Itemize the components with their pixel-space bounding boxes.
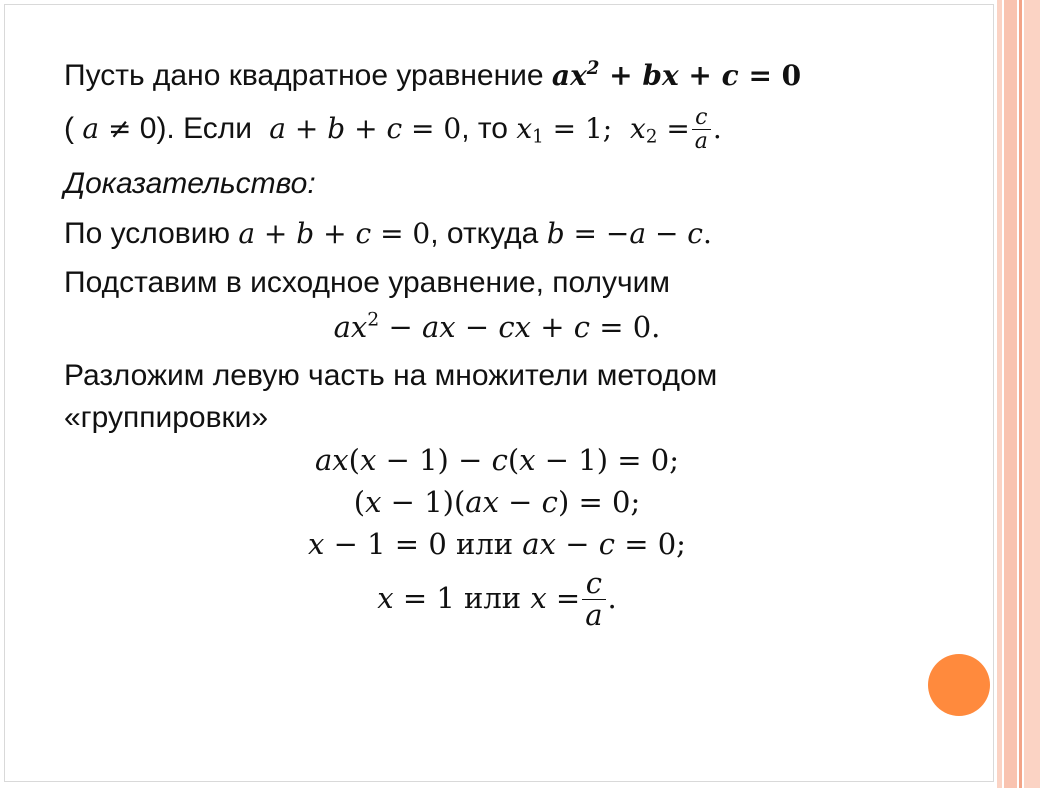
- proof-line-grouping: «группировки»: [64, 401, 269, 434]
- equation-roots: x = 1 или x = $\frac{c}{a}$ .: [377, 566, 617, 632]
- equation-factored-2: (x − 1)(ax − c) = 0;: [353, 485, 641, 519]
- condition-sum-zero: a + b + c = 0: [260, 112, 462, 146]
- paren-open: (: [64, 112, 74, 146]
- decor-stripe: [1024, 0, 1040, 788]
- condition-a-nonzero: a ≠: [82, 112, 132, 146]
- theorem-text: Пусть дано квадратное уравнение: [64, 59, 544, 92]
- orange-circle: [928, 654, 990, 716]
- equation-cases: x − 1 = 0 или ax − c = 0;: [308, 527, 686, 561]
- decor-stripe: [1004, 0, 1017, 788]
- proof-line-factor: Разложим левую часть на множители методом: [64, 359, 718, 392]
- then-text: , то: [461, 112, 508, 146]
- condition-text: ). Если: [156, 112, 253, 146]
- equation-quadratic: $ax^2$ + bx + c = 0: [551, 58, 802, 92]
- condition-label: По условию: [64, 217, 230, 250]
- equation-b: b = −a − c.: [546, 217, 712, 250]
- theorem-line-2: ( a ≠ 0). Если a + b + c = 0, то $x_1 = 1$; $x_2$ = $\frac{c}{a}$ .: [64, 105, 722, 155]
- theorem-line-1: [64, 58, 801, 94]
- fraction-c-over-a: $\frac{c}{a}$: [582, 568, 605, 631]
- decor-stripe: [997, 0, 1002, 788]
- equation-substituted: $ax^2$ − ax − cx + c = 0.: [333, 309, 661, 344]
- decor-stripe: [1019, 0, 1022, 788]
- where-text: , откуда: [430, 217, 539, 250]
- root-x1: $x_1 = 1$; $x_2$ =: [516, 112, 690, 148]
- or-word: или: [456, 527, 514, 561]
- equation-sum: a + b + c = 0: [238, 217, 431, 250]
- proof-heading: Доказательство:: [64, 167, 316, 200]
- or-word: или: [464, 581, 522, 615]
- proof-line-substitute: Подставим в исходное уравнение, получим: [64, 266, 671, 299]
- proof-line-condition: [64, 216, 712, 252]
- fraction-c-over-a: $\frac{c}{a}$: [692, 106, 711, 154]
- equation-factored-1: ax(x − 1) − c(x − 1) = 0;: [315, 443, 679, 477]
